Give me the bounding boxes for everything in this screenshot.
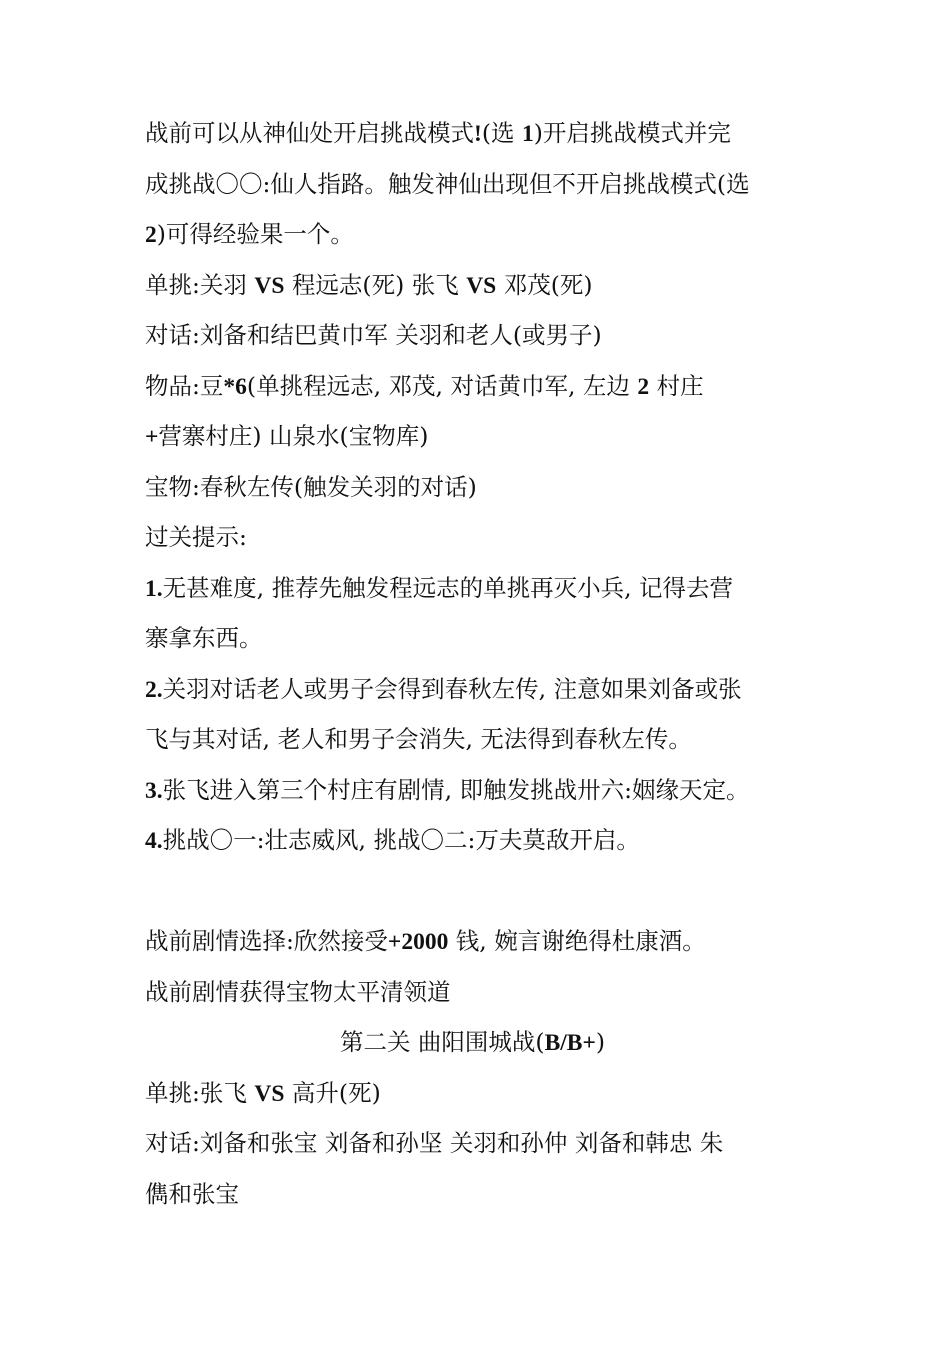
tip-number: 3. xyxy=(145,777,163,804)
bold-text: B/B+ xyxy=(544,1030,596,1056)
bold-text: 2 xyxy=(145,222,157,248)
text: )开启挑战模式并完 xyxy=(533,119,731,147)
treasure-line: 宝物:春秋左传(触发关羽的对话) xyxy=(145,472,477,501)
text: (选 xyxy=(481,119,522,147)
intro-line-2: 成挑战〇〇:仙人指路。触发神仙出现但不开启挑战模式(选 xyxy=(145,169,750,198)
text: 单挑:张飞 xyxy=(145,1078,255,1107)
chapter-2-dialogue-line-2: 儁和张宝 xyxy=(145,1179,239,1208)
pre-battle-obtain-line: 战前剧情获得宝物太平清领道 xyxy=(145,977,451,1006)
tip-3-line xyxy=(145,765,800,816)
bold-text: 1 xyxy=(521,121,534,147)
text: (单挑程远志, 邓茂, 对话黄巾军, 左边 xyxy=(246,371,638,400)
tip-1-line-1 xyxy=(145,563,800,614)
chapter-2-title xyxy=(145,1017,800,1068)
dialogue-line: 对话:刘备和结巴黄巾军 关羽和老人(或男子) xyxy=(145,321,602,349)
tip-1-line-2: 寨拿东西。 xyxy=(145,624,263,652)
text: 战前可以从神仙处开启挑战模式 xyxy=(145,119,474,147)
bold-text: +2000 xyxy=(387,929,449,955)
text: 营寨村庄) 山泉水(宝物库) xyxy=(158,422,429,450)
tip-2-line-1 xyxy=(145,664,800,715)
text: 邓茂(死) xyxy=(496,270,593,299)
chapter-2-duel-line xyxy=(145,1068,800,1119)
intro-line-3 xyxy=(145,209,800,260)
tip-number: 1. xyxy=(145,575,163,602)
pre-battle-choice-line xyxy=(145,916,800,967)
text: 村庄 xyxy=(649,371,704,400)
text: 无甚难度, 推荐先触发程远志的单挑再灭小兵, 记得去营 xyxy=(162,573,734,602)
text: 高升(死) xyxy=(284,1078,381,1107)
text: 张飞进入第三个村庄有剧情, 即触发挑战卅六:姻缘天定。 xyxy=(162,775,750,804)
tips-title: 过关提示: xyxy=(145,523,247,551)
text: 战前剧情选择:欣然接受 xyxy=(145,927,388,955)
text: 物品:豆 xyxy=(145,371,224,400)
text: 钱, 婉言谢绝得杜康酒。 xyxy=(448,927,706,955)
bold-text: *6 xyxy=(223,373,247,400)
items-line-1 xyxy=(145,361,800,412)
tip-number: 2. xyxy=(145,676,163,703)
text: 第二关 曲阳围城战( xyxy=(339,1028,545,1056)
bold-text: 2 xyxy=(637,373,650,400)
text: 单挑:关羽 xyxy=(145,270,255,299)
chapter-2-dialogue-line-1: 对话:刘备和张宝 刘备和孙坚 关羽和孙仲 刘备和韩忠 朱 xyxy=(145,1129,724,1157)
bold-text: VS xyxy=(466,272,497,299)
bold-text: + xyxy=(145,424,159,450)
duel-line xyxy=(145,260,800,311)
tip-number: 4. xyxy=(145,828,163,854)
bold-text: VS xyxy=(254,1080,285,1107)
tip-2-line-2: 飞与其对话, 老人和男子会消失, 无法得到春秋左传。 xyxy=(145,725,692,753)
tip-4-line xyxy=(145,815,800,866)
text: 挑战〇一:壮志威风, 挑战〇二:万夫莫敌开启。 xyxy=(162,826,640,854)
bold-text: VS xyxy=(254,272,285,299)
text: )可得经验果一个。 xyxy=(156,220,354,248)
intro-line-1 xyxy=(145,108,800,159)
bold-text: ! xyxy=(474,121,482,147)
items-line-2 xyxy=(145,411,800,462)
text: 关羽对话老人或男子会得到春秋左传, 注意如果刘备或张 xyxy=(162,674,742,703)
document-body xyxy=(145,108,800,1219)
text: ) xyxy=(595,1028,606,1056)
text: 程远志(死) 张飞 xyxy=(284,270,467,299)
blank-line xyxy=(145,866,800,917)
